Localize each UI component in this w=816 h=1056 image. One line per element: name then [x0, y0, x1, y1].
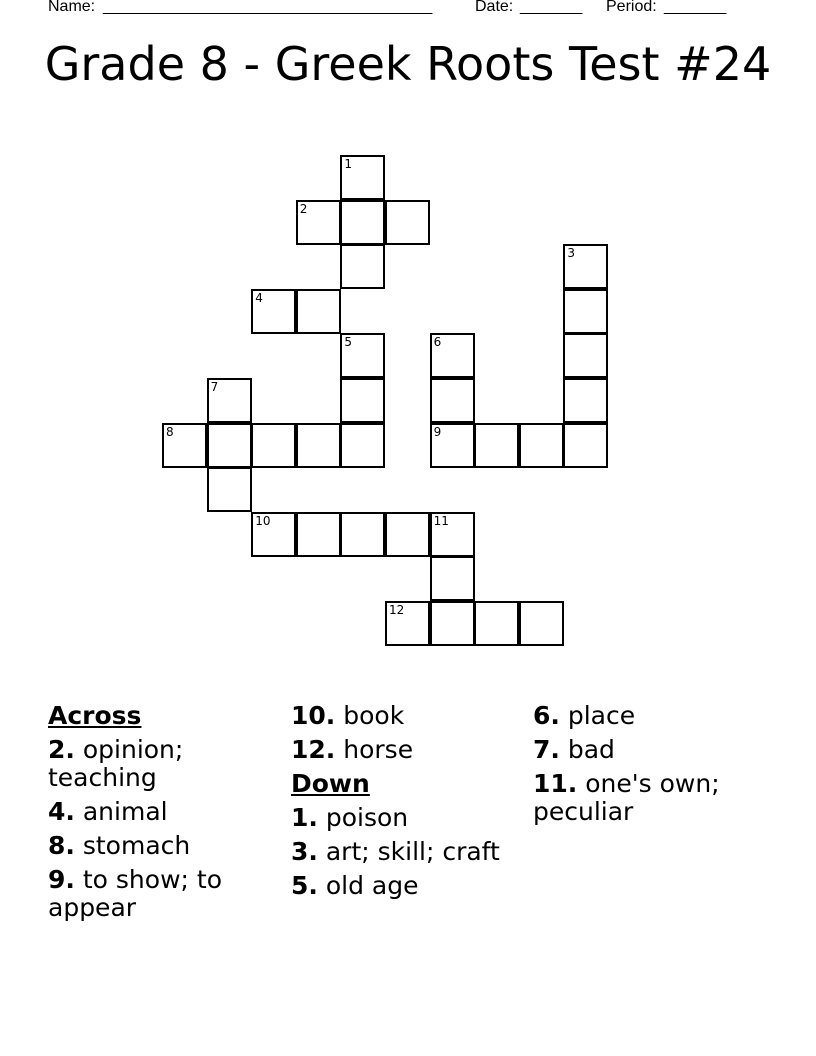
crossword-cell[interactable]: [563, 378, 608, 423]
crossword-cell[interactable]: [340, 200, 385, 245]
name-label: Name:: [48, 0, 96, 15]
crossword-cell[interactable]: [430, 378, 475, 423]
crossword-cell[interactable]: [251, 512, 296, 557]
crossword-cell[interactable]: [340, 378, 385, 423]
clue-column-3: [533, 702, 769, 832]
crossword-cell[interactable]: [563, 423, 608, 468]
across-heading: Across: [48, 701, 142, 730]
crossword-cell[interactable]: [296, 423, 341, 468]
crossword-cell[interactable]: [474, 423, 519, 468]
clue-across-4: 4. animal: [48, 797, 168, 826]
clue-number: 11: [433, 513, 449, 528]
clue-down-11: 11. one's own; peculiar: [533, 769, 720, 826]
clue-number: 8: [166, 424, 174, 439]
crossword-cell[interactable]: [430, 423, 475, 468]
crossword-cell[interactable]: [340, 333, 385, 378]
crossword-cell[interactable]: [474, 601, 519, 646]
clue-down-7: 7. bad: [533, 735, 615, 764]
crossword-cell[interactable]: [340, 423, 385, 468]
crossword-cell[interactable]: [563, 289, 608, 334]
crossword-cell[interactable]: [296, 512, 341, 557]
crossword-cell[interactable]: [519, 601, 564, 646]
clue-number: 7: [210, 380, 219, 394]
crossword-cell[interactable]: [162, 423, 207, 468]
clue-column-2: [291, 702, 527, 906]
crossword-cell[interactable]: [207, 378, 252, 423]
clue-column-1: [48, 702, 284, 928]
clue-number: 10: [255, 513, 271, 528]
period-blank[interactable]: _______: [664, 0, 727, 15]
crossword-cell[interactable]: [385, 512, 430, 557]
crossword-cell[interactable]: [385, 601, 430, 646]
clue-down-6: 6. place: [533, 701, 636, 730]
page-title: Grade 8 - Greek Roots Test #24: [44, 37, 772, 91]
clue-across-2: 2. opinion; teaching: [48, 735, 184, 792]
clue-down-5: 5. old age: [291, 871, 419, 900]
crossword-cell[interactable]: [385, 200, 430, 245]
crossword-cell[interactable]: [340, 512, 385, 557]
crossword-cell[interactable]: [251, 423, 296, 468]
clue-down-1: 1. poison: [291, 803, 409, 832]
clue-number: 9: [433, 424, 442, 439]
crossword-cell[interactable]: [430, 512, 475, 557]
date-blank[interactable]: _______: [520, 0, 583, 15]
name-blank[interactable]: _____________________________________: [103, 0, 433, 15]
period-label: Period:: [606, 0, 657, 15]
crossword-cell[interactable]: [340, 155, 385, 200]
date-label: Date:: [475, 0, 514, 15]
clue-across-12: 12. horse: [291, 735, 414, 764]
clue-number: 6: [433, 335, 442, 350]
clue-number: 5: [344, 335, 353, 350]
down-heading: Down: [291, 769, 370, 798]
crossword-cell[interactable]: [296, 200, 341, 245]
crossword-cell[interactable]: [430, 601, 475, 646]
crossword-cell[interactable]: [519, 423, 564, 468]
crossword-cell[interactable]: [251, 289, 296, 334]
clue-number: 3: [567, 246, 576, 261]
crossword-cell[interactable]: [430, 333, 475, 378]
clue-across-10: 10. book: [291, 701, 405, 730]
crossword-cell[interactable]: [563, 244, 608, 289]
crossword-cell[interactable]: [207, 423, 252, 468]
clue-across-9: 9. to show; to appear: [48, 865, 222, 922]
crossword-cell[interactable]: [340, 244, 385, 289]
clue-number: 4: [255, 290, 263, 305]
crossword-cell[interactable]: [207, 467, 252, 512]
clue-number: 1: [344, 157, 353, 171]
crossword-cell[interactable]: [296, 289, 341, 334]
crossword-cell[interactable]: [563, 333, 608, 378]
crossword-cell[interactable]: [430, 556, 475, 601]
clue-down-3: 3. art; skill; craft: [291, 837, 500, 866]
clue-number: 12: [389, 603, 405, 617]
clue-number: 2: [299, 201, 308, 216]
clue-across-8: 8. stomach: [48, 831, 191, 860]
